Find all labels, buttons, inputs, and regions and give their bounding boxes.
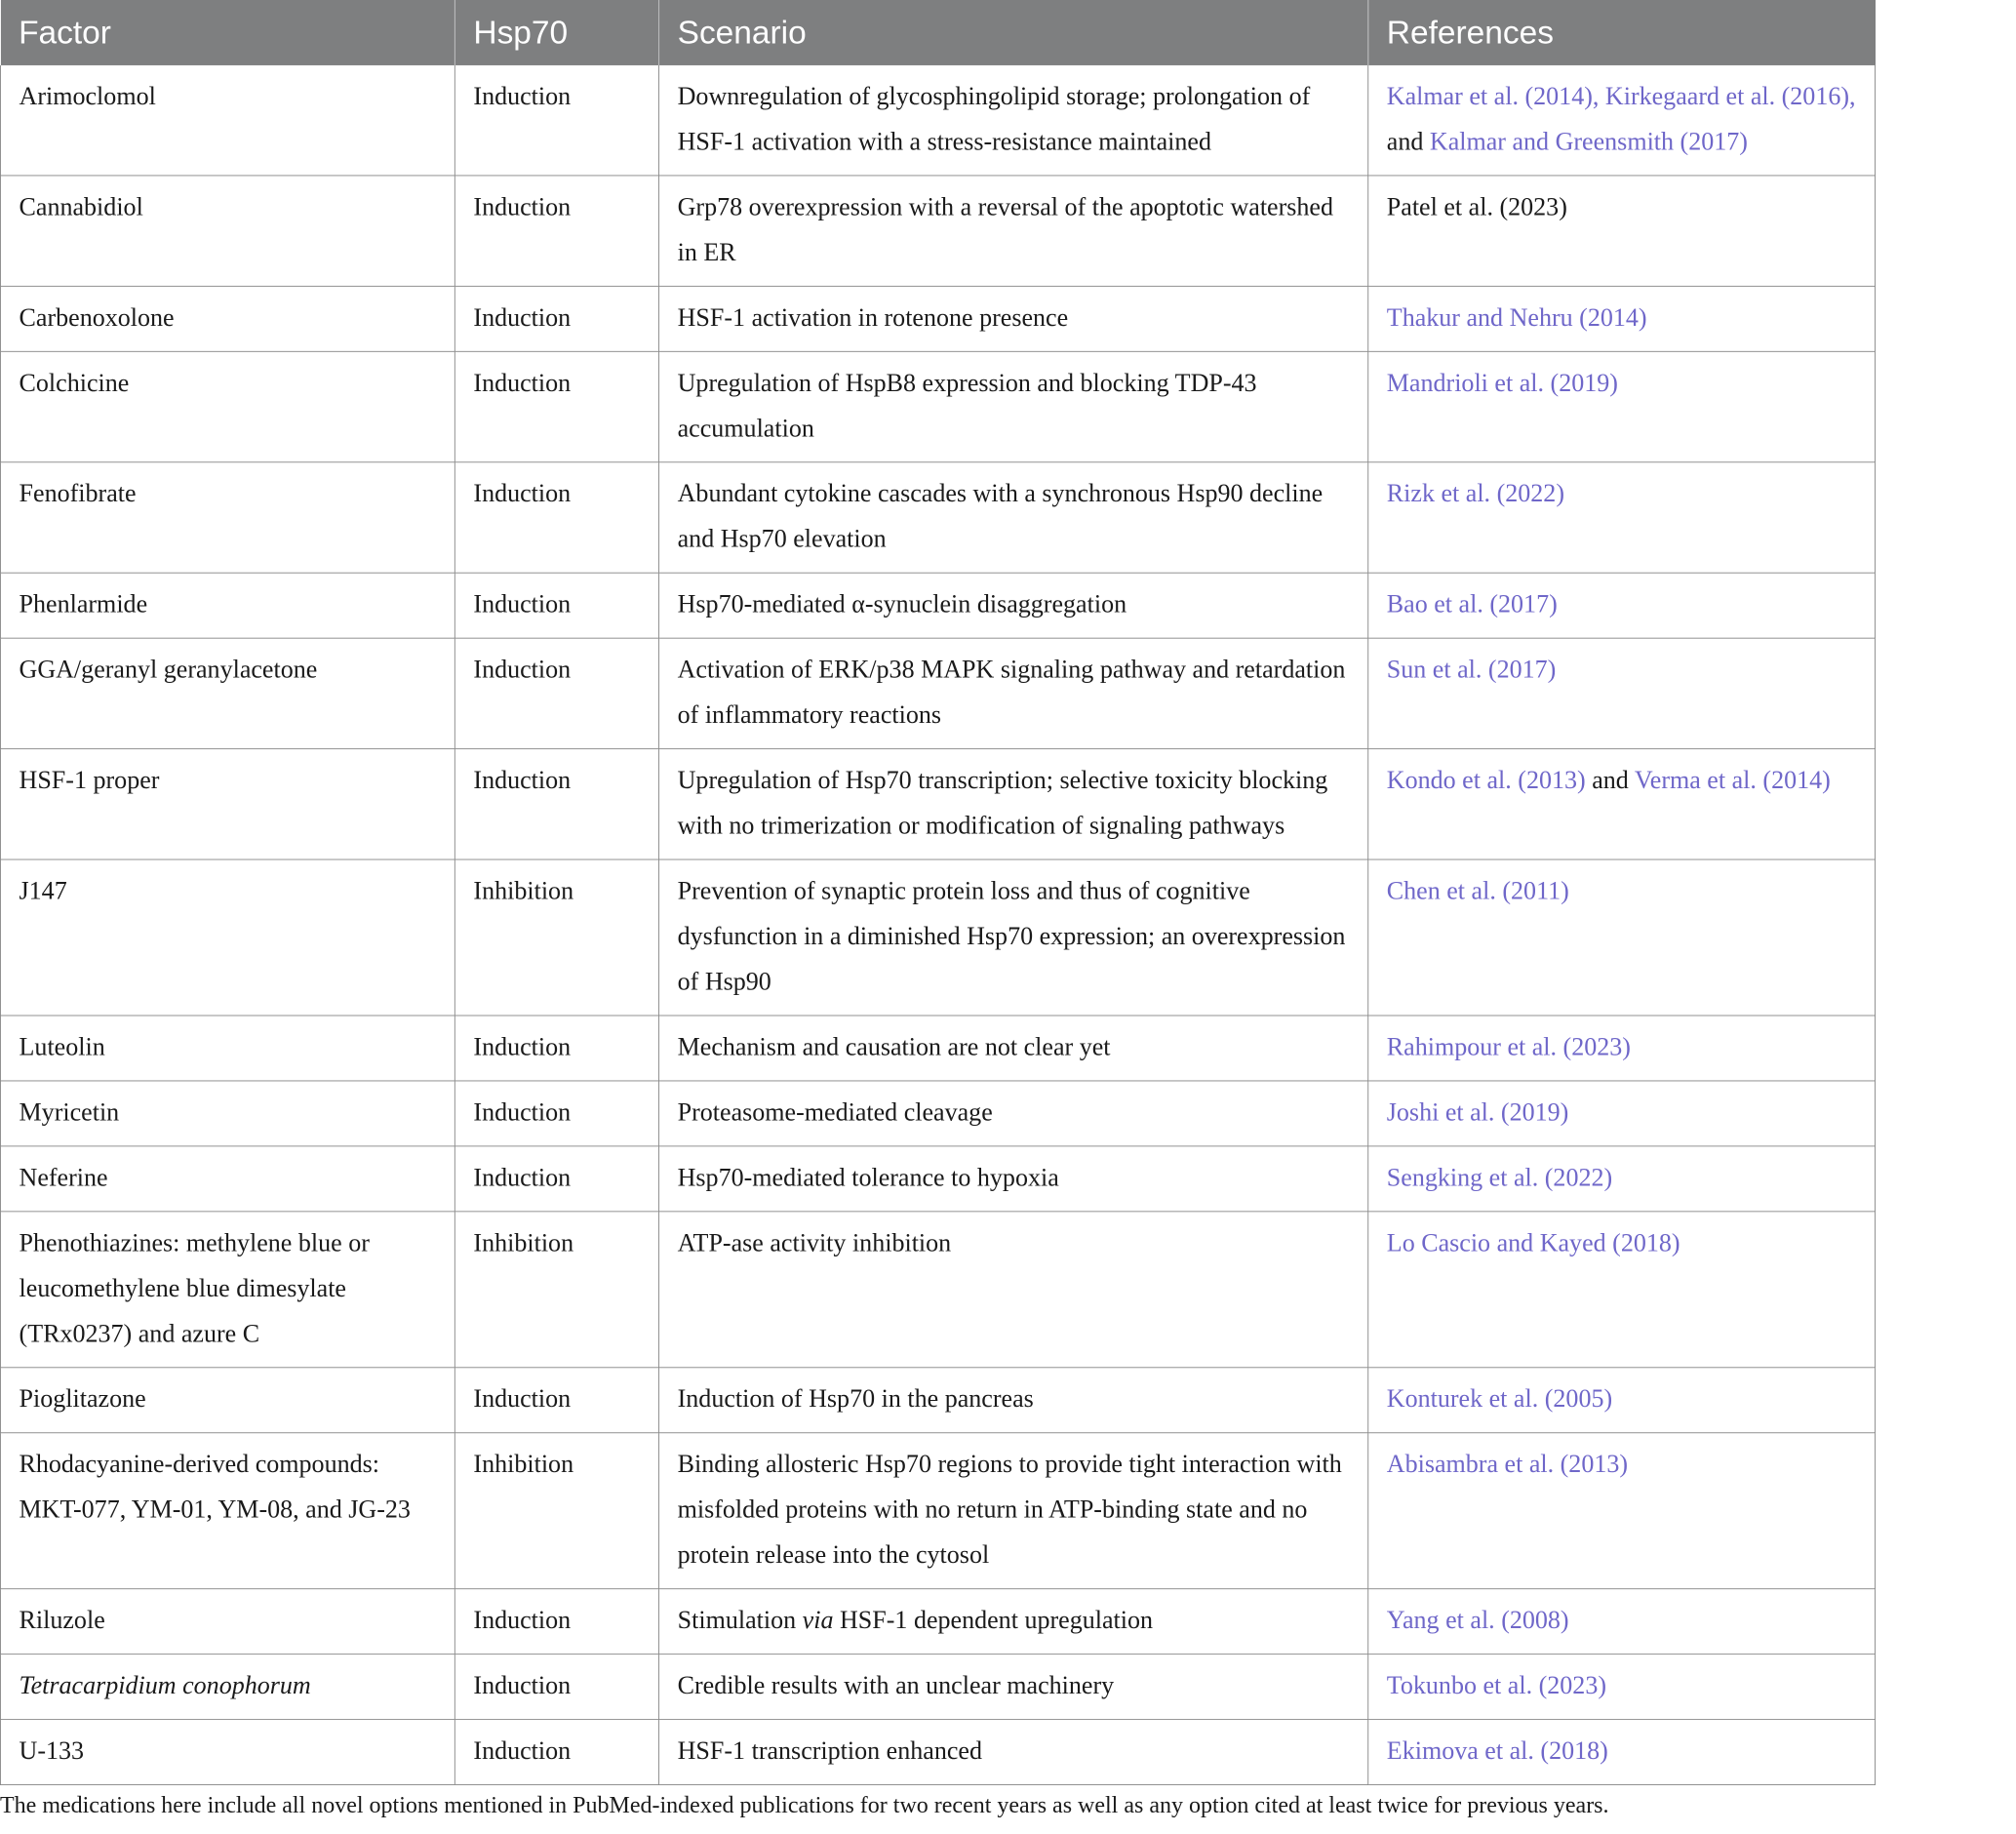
table-row — [0, 1016, 1875, 1081]
references-cell — [1368, 1589, 1876, 1655]
table-row — [0, 176, 1875, 286]
hsp70-cell: Induction — [455, 286, 658, 351]
table-row — [0, 1146, 1875, 1212]
scenario-cell — [659, 1720, 1368, 1785]
scenario-cell — [659, 1433, 1368, 1589]
factor-cell: Luteolin — [0, 1016, 455, 1081]
factor-cell: Cannabidiol — [0, 176, 455, 286]
cell-text: Grp78 overexpression with a reversal of the apoptotic watershed in ER — [677, 193, 1334, 267]
hsp70-cell: Induction — [455, 1589, 658, 1655]
factor-cell: Myricetin — [0, 1081, 455, 1146]
cell-text: Binding allosteric Hsp70 regions to provide tight interaction with misfolded proteins with no return in ATP-binding state and no protein release into the cytosol — [677, 1450, 1342, 1570]
references-cell — [1368, 1433, 1876, 1589]
table-row — [0, 462, 1875, 573]
reference-link[interactable]: Sengking et al. (2022) — [1386, 1164, 1613, 1192]
reference-link[interactable]: Lo Cascio and Kayed (2018) — [1386, 1228, 1680, 1257]
reference-link[interactable]: Joshi et al. (2019) — [1386, 1098, 1569, 1127]
references-cell — [1368, 1081, 1876, 1146]
table-row — [0, 638, 1875, 748]
cell-text: Induction of Hsp70 in the pancreas — [677, 1384, 1034, 1414]
table-row — [0, 1081, 1875, 1146]
references-cell — [1368, 638, 1876, 748]
cell-text: Proteasome-mediated cleavage — [677, 1098, 993, 1127]
factor-cell: Colchicine — [0, 351, 455, 461]
scenario-cell — [659, 1081, 1368, 1146]
reference-link[interactable]: Yang et al. (2008) — [1386, 1606, 1569, 1635]
references-cell — [1368, 462, 1876, 573]
reference-link[interactable]: Mandrioli et al. (2019) — [1386, 369, 1618, 398]
factor-cell: Neferine — [0, 1146, 455, 1212]
references-cell — [1368, 573, 1876, 638]
table-row — [0, 1212, 1875, 1368]
references-cell — [1368, 65, 1876, 176]
reference-link[interactable]: Bao et al. (2017) — [1386, 590, 1558, 619]
cell-text: and — [1585, 766, 1635, 795]
references-cell — [1368, 176, 1876, 286]
table-body — [0, 65, 1875, 1785]
hsp70-cell: Induction — [455, 749, 658, 859]
reference-link[interactable]: Abisambra et al. (2013) — [1386, 1450, 1629, 1479]
hsp70-cell: Induction — [455, 65, 658, 176]
hsp70-cell: Induction — [455, 1368, 658, 1433]
table-row — [0, 286, 1875, 351]
table-header — [0, 0, 1875, 65]
cell-text: Abundant cytokine cascades with a synchronous Hsp90 decline and Hsp70 elevation — [677, 479, 1324, 554]
references-cell — [1368, 859, 1876, 1016]
factor-cell: Phenlarmide — [0, 573, 455, 638]
hsp70-cell: Induction — [455, 1720, 658, 1785]
references-cell — [1368, 1212, 1876, 1368]
cell-text: Prevention of synaptic protein loss and thus of cognitive dysfunction in a diminished Hsp70 expression; an overexpression of Hsp90 — [677, 877, 1346, 997]
table-row — [0, 749, 1875, 859]
hsp70-cell: Induction — [455, 351, 658, 461]
factor-cell: Fenofibrate — [0, 462, 455, 573]
hsp70-cell: Induction — [455, 638, 658, 748]
hsp70-cell: Induction — [455, 176, 658, 286]
factor-cell: Riluzole — [0, 1589, 455, 1655]
factor-cell: J147 — [0, 859, 455, 1016]
factor-cell: Carbenoxolone — [0, 286, 455, 351]
reference-link[interactable]: Rizk et al. (2022) — [1386, 479, 1564, 508]
factor-cell: Phenothiazines: methylene blue or leucomethylene blue dimesylate (TRx0237) and azure C — [0, 1212, 455, 1368]
scenario-cell — [659, 176, 1368, 286]
scenario-cell — [659, 749, 1368, 859]
scenario-cell — [659, 1016, 1368, 1081]
reference-link[interactable]: Sun et al. (2017) — [1386, 656, 1557, 685]
reference-link[interactable]: Kalmar and Greensmith (2017) — [1429, 128, 1748, 156]
reference-link[interactable]: Kalmar et al. (2014), Kirkegaard et al. (2016), — [1386, 82, 1856, 111]
header-row — [0, 0, 1875, 65]
header-hsp70: Hsp70 — [455, 0, 658, 65]
table-row — [0, 1720, 1875, 1785]
reference-link[interactable]: Kondo et al. (2013) — [1386, 766, 1586, 795]
hsp70-cell: Induction — [455, 1016, 658, 1081]
cell-text: HSF-1 activation in rotenone presence — [677, 303, 1069, 333]
factor-cell: Arimoclomol — [0, 65, 455, 176]
scenario-cell — [659, 573, 1368, 638]
reference-link[interactable]: Verma et al. (2014) — [1634, 766, 1831, 795]
table-row — [0, 351, 1875, 461]
table-row — [0, 573, 1875, 638]
hsp70-cell: Inhibition — [455, 1212, 658, 1368]
factor-cell: Rhodacyanine-derived compounds: MKT-077, YM-01, YM-08, and JG-23 — [0, 1433, 455, 1589]
reference-link[interactable]: Chen et al. (2011) — [1386, 877, 1569, 906]
reference-link[interactable]: Rahimpour et al. (2023) — [1386, 1033, 1631, 1061]
cell-text: and — [1386, 128, 1430, 156]
factor-cell: Tetracarpidium conophorum — [0, 1655, 455, 1720]
references-cell — [1368, 749, 1876, 859]
hsp70-cell: Induction — [455, 1655, 658, 1720]
scenario-cell — [659, 1212, 1368, 1368]
scenario-cell — [659, 1368, 1368, 1433]
cell-text: Mechanism and causation are not clear yet — [677, 1033, 1111, 1061]
references-cell — [1368, 1146, 1876, 1212]
references-cell — [1368, 1016, 1876, 1081]
table-row — [0, 859, 1875, 1016]
references-cell — [1368, 1655, 1876, 1720]
references-cell — [1368, 1720, 1876, 1785]
reference-link[interactable]: Ekimova et al. (2018) — [1386, 1736, 1608, 1766]
scenario-cell — [659, 638, 1368, 748]
scenario-cell — [659, 286, 1368, 351]
factor-cell: U-133 — [0, 1720, 455, 1785]
reference-link[interactable]: Thakur and Nehru (2014) — [1386, 303, 1647, 333]
references-cell — [1368, 1368, 1876, 1433]
hsp70-cell: Induction — [455, 462, 658, 573]
scenario-cell — [659, 1146, 1368, 1212]
cell-text: HSF-1 transcription enhanced — [677, 1736, 982, 1766]
hsp70-cell: Induction — [455, 573, 658, 638]
factor-cell: HSF-1 proper — [0, 749, 455, 859]
cell-text: Activation of ERK/p38 MAPK signaling pathway and retardation of inflammatory reactions — [677, 656, 1346, 730]
italic-text: via — [802, 1606, 834, 1635]
table-footnote: The medications here include all novel options mentioned in PubMed-indexed publications for two recent years as well as any option cited at least twice for previous years. — [0, 1793, 1609, 1818]
table-row — [0, 1368, 1875, 1433]
hsp70-cell: Inhibition — [455, 1433, 658, 1589]
header-scenario: Scenario — [659, 0, 1368, 65]
cell-text: Hsp70-mediated tolerance to hypoxia — [677, 1164, 1059, 1192]
header-factor: Factor — [0, 0, 455, 65]
references-cell — [1368, 351, 1876, 461]
hsp70-cell: Induction — [455, 1146, 658, 1212]
cell-text: ATP-ase activity inhibition — [677, 1228, 952, 1257]
table-row — [0, 1433, 1875, 1589]
scenario-cell — [659, 462, 1368, 573]
factor-cell: GGA/geranyl geranylacetone — [0, 638, 455, 748]
cell-text: Stimulation — [677, 1606, 803, 1635]
table-row — [0, 1589, 1875, 1655]
cell-text: HSF-1 dependent upregulation — [833, 1606, 1154, 1635]
hsp70-cell: Induction — [455, 1081, 658, 1146]
cell-text: Upregulation of Hsp70 transcription; selective toxicity blocking with no trimerization or modification of signaling pathways — [677, 766, 1328, 841]
factor-cell: Pioglitazone — [0, 1368, 455, 1433]
scenario-cell — [659, 351, 1368, 461]
scenario-cell — [659, 1589, 1368, 1655]
cell-text: Patel et al. (2023) — [1386, 193, 1567, 221]
cell-text: Downregulation of glycosphingolipid storage; prolongation of HSF-1 activation with a stress-resistance maintained — [677, 82, 1311, 156]
hsp70-cell: Inhibition — [455, 859, 658, 1016]
header-references: References — [1368, 0, 1876, 65]
cell-text: Hsp70-mediated α-synuclein disaggregation — [677, 590, 1127, 619]
cell-text: Upregulation of HspB8 expression and blocking TDP-43 accumulation — [677, 369, 1257, 443]
reference-link[interactable]: Tokunbo et al. (2023) — [1386, 1671, 1607, 1700]
scenario-cell — [659, 859, 1368, 1016]
table-row — [0, 1655, 1875, 1720]
scenario-cell — [659, 1655, 1368, 1720]
scenario-cell — [659, 65, 1368, 176]
reference-link[interactable]: Konturek et al. (2005) — [1386, 1384, 1613, 1414]
table-row — [0, 65, 1875, 176]
references-cell — [1368, 286, 1876, 351]
cell-text: Credible results with an unclear machinery — [677, 1671, 1115, 1700]
